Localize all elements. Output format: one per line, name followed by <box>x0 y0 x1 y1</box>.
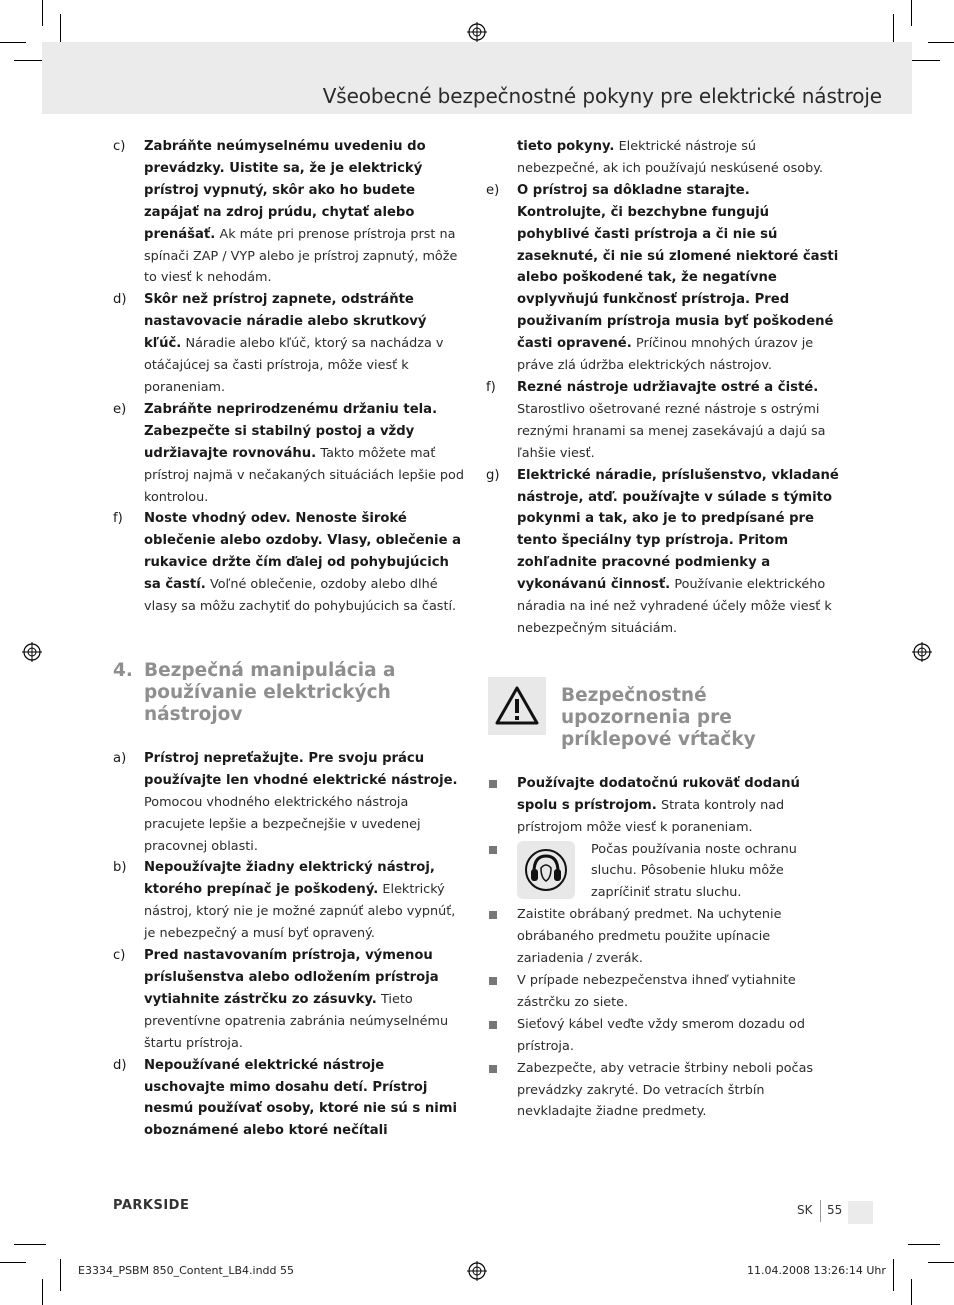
bullet-item <box>486 970 840 1014</box>
item-label: a) <box>113 750 127 766</box>
language-code: SK <box>797 1203 813 1217</box>
crop-mark <box>42 0 43 26</box>
item-label: b) <box>113 860 127 876</box>
item-label: d) <box>113 292 127 308</box>
bullet-square-icon <box>489 780 497 788</box>
item-text: Používanie elektrického náradia na iné než vyhradené účely môže viesť k nebezpečným situáciám. <box>517 577 832 636</box>
page-title: Všeobecné bezpečnostné pokyny pre elektrické nástroje <box>322 84 882 108</box>
list-item <box>113 748 465 858</box>
item-text: Starostlivo ošetrované rezné nástroje s ostrými reznými hranami sa menej zasekávajú a dajú sa ľahšie viesť. <box>517 401 826 461</box>
list-item <box>113 945 465 1055</box>
item-label: c) <box>113 948 126 964</box>
file-slug: E3334_PSBM 850_Content_LB4.indd 55 <box>78 1264 294 1277</box>
list-item <box>113 289 465 399</box>
right-column <box>486 136 840 1123</box>
crop-mark <box>908 1244 940 1245</box>
crop-mark <box>60 1259 61 1291</box>
item-label: e) <box>113 401 127 417</box>
item-label: c) <box>113 139 126 154</box>
item-bold-text: O prístroj sa dôkladne starajte. Kontrolujte, či bezchybne fungujú pohyblivé časti prístroja a či nie sú zaseknuté, či nie sú zlomené niektoré časti alebo poškodené tak, že negatívne ovplyvňujú funkčnosť prístroja. Pred použivaním prístroja musia byť poškodené časti opravené. <box>517 182 839 352</box>
item-bold-text: Zabráňte neprirodzenému držaniu tela. Zabezpečte si stabilný postoj a vždy udržiavajte rovnováhu. <box>144 401 438 461</box>
list-item <box>113 399 465 509</box>
brand-logo: PARKSIDE <box>113 1198 190 1213</box>
list-item-continuation <box>486 136 840 180</box>
item-label: d) <box>113 1057 127 1073</box>
date-slug: 11.04.2008 13:26:14 Uhr <box>747 1264 886 1277</box>
list-item <box>113 1055 465 1143</box>
bullet-item <box>486 773 840 839</box>
item-text: Príčinou mnohých úrazov je práve zlá údržba elektrických nástrojov. <box>517 336 814 374</box>
bullet-square-icon <box>489 1021 497 1029</box>
crop-mark <box>911 0 912 26</box>
item-bold-text: tieto pokyny. <box>517 139 615 154</box>
section-number: 4. <box>113 659 133 681</box>
warning-title: Bezpečnostné upozornenia pre príklepové vŕtačky <box>561 684 756 750</box>
item-text: Náradie alebo kľúč, ktorý sa nachádza v otáčajúcej sa časti prístroja, môže viesť k poraneniam. <box>144 336 444 395</box>
crop-mark <box>0 42 26 43</box>
crop-mark <box>42 1279 43 1305</box>
section-title: Bezpečná manipulácia a používanie elektrických nástrojov <box>144 659 396 725</box>
crop-mark <box>14 1244 46 1245</box>
bullet-item <box>486 1014 840 1058</box>
bullet-text: V prípade nebezpečenstva ihneď vytiahnite zástrčku zo siete. <box>517 973 796 1010</box>
crop-mark <box>893 1259 894 1291</box>
item-text: Tieto preventívne opatrenia zabránia neúmyselnému štartu prístroja. <box>144 991 449 1051</box>
registration-mark-icon <box>467 1261 487 1281</box>
bullet-square-icon <box>489 846 497 854</box>
crop-mark <box>0 1262 26 1263</box>
bullet-item <box>486 904 840 970</box>
item-bold-text: Rezné nástroje udržiavajte ostré a čisté. <box>517 379 819 395</box>
item-label: g) <box>486 467 500 483</box>
list-item <box>113 136 465 289</box>
item-bold-text: Prístroj nepreťažujte. Pre svoju prácu používajte len vhodné elektrické nástroje. <box>144 750 458 788</box>
bullet-item <box>486 839 840 905</box>
list-item <box>486 180 840 377</box>
item-label: e) <box>486 182 500 198</box>
item-label: f) <box>113 511 123 527</box>
list-item <box>113 508 465 618</box>
bullet-text: Strata kontroly nad prístrojom môže viesť k poraneniam. <box>517 797 785 835</box>
page-number-box <box>848 1201 873 1224</box>
registration-mark-icon <box>467 22 487 42</box>
registration-mark-icon <box>22 642 42 662</box>
warning-triangle-icon <box>488 677 546 735</box>
ear-protection-icon <box>517 841 575 899</box>
item-text: Elektrický nástroj, ktorý nie je možné zapnúť alebo vypnúť, je nebezpečný a musí byť opravený. <box>144 882 456 942</box>
item-bold-text: Nepoužívajte žiadny elektrický nástroj, ktorého prepínač je poškodený. <box>144 860 435 898</box>
crop-mark <box>928 1262 954 1263</box>
list-item <box>486 465 840 640</box>
bullet-square-icon <box>489 911 497 919</box>
bullet-square-icon <box>489 1065 497 1073</box>
item-bold-text: Nepoužívané elektrické nástroje uschovajte mimo dosahu detí. Prístroj nesmú používať osoby, ktoré nie sú s nimi oboznámené alebo ktoré nečítali <box>144 1057 458 1139</box>
list-item <box>113 857 465 945</box>
crop-mark <box>911 1279 912 1305</box>
item-bold-text: Noste vhodný odev. Nenoste široké oblečenie alebo ozdoby. Vlasy, oblečenie a rukavice držte čím ďalej od pohybujúcich sa častí. <box>144 511 462 593</box>
item-text: Takto môžete mať prístroj najmä v nečakaných situáciách lepšie pod kontrolou. <box>144 445 464 505</box>
divider <box>820 1200 821 1222</box>
item-text: Pomocou vhodného elektrického nástroja pracujete lepšie a bezpečnejšie v uvedenej pracovnej oblasti. <box>144 794 421 854</box>
left-column <box>113 136 465 1142</box>
bullet-text: Počas používania noste ochranu sluchu. Pôsobenie hluku môže zapríčiniť stratu sluchu. <box>591 841 797 901</box>
section-heading <box>113 660 465 726</box>
warning-heading <box>486 677 840 751</box>
item-bold-text: Elektrické náradie, príslušenstvo, vkladané nástroje, atď. používajte v súlade s týmito pokynmi a tak, ako je to predpísané pre tento špeciálny typ prístroja. Pritom zohľadnite pracovné podmienky a vykonávanú činnosť. <box>517 467 839 593</box>
crop-mark <box>928 42 954 43</box>
item-bold-text: Pred nastavovaním prístroja, výmenou príslušenstva alebo odložením prístroja vytiahnite zástrčku zo zásuvky. <box>144 948 439 1007</box>
item-label: f) <box>486 379 496 395</box>
item-bold-text: Skôr než prístroj zapnete, odstráňte nastavovacie náradie alebo skrutkový kľúč. <box>144 292 427 352</box>
crop-mark <box>908 60 940 61</box>
bullet-item <box>486 1058 840 1124</box>
registration-mark-icon <box>912 642 932 662</box>
bullet-text: Zaistite obrábaný predmet. Na uchytenie obrábaného predmetu použite upínacie zariadenia / zverák. <box>517 907 782 967</box>
bullet-square-icon <box>489 977 497 985</box>
bullet-bold-text: Používajte dodatočnú rukoväť dodanú spolu s prístrojom. <box>517 775 800 813</box>
bullet-text: Zabezpečte, aby vetracie štrbiny neboli počas prevádzky zakryté. Do vetracích štrbín nevkladajte žiadne predmety. <box>517 1060 814 1120</box>
item-bold-text: Zabráňte neúmyselnému uvedeniu do prevádzky. Uistite sa, že je elektrický prístroj vypnutý, skôr ako ho budete zapájať na zdroj prúdu, chytať alebo prenášať. <box>144 139 426 242</box>
list-item <box>486 377 840 465</box>
page-number: 55 <box>827 1203 843 1217</box>
item-text: Ak máte pri prenose prístroja prst na spínači ZAP / VYP alebo je prístroj zapnutý, môže to viesť k nehodám. <box>144 226 458 286</box>
item-text: Voľné oblečenie, ozdoby alebo dlhé vlasy sa môžu zachytiť do pohybujúcich sa častí. <box>144 577 457 615</box>
bullet-text: Sieťový kábel veďte vždy smerom dozadu od prístroja. <box>517 1016 805 1054</box>
item-text: Elektrické nástroje sú nebezpečné, ak ich používajú neskúsené osoby. <box>517 139 824 176</box>
